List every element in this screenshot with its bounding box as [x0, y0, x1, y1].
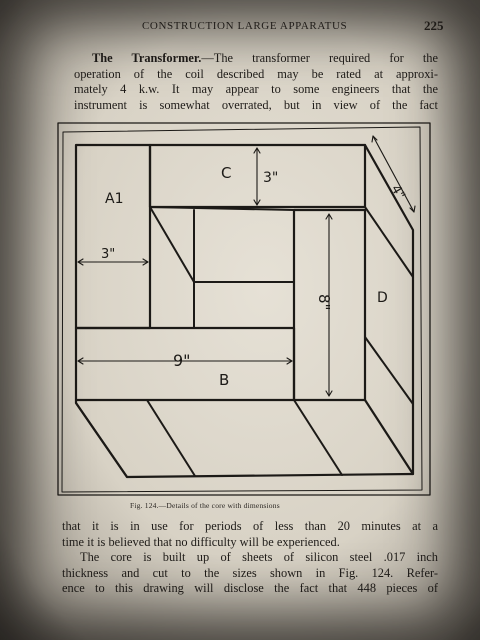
window-diagonal	[150, 207, 194, 282]
text-line: that it is in use for periods of less than 20 minutes at a	[62, 519, 438, 533]
label-a1: A1	[105, 191, 124, 207]
text-line: ence to this drawing will disclose the fact that 448 pieces of	[62, 581, 438, 595]
top-paragraph	[74, 51, 438, 113]
label-d: D	[377, 290, 388, 306]
bottom-paragraphs	[62, 519, 438, 597]
label-dim-8: 8"	[315, 294, 333, 311]
label-c: C	[221, 164, 232, 182]
dim-arrow-depth	[373, 136, 414, 212]
text-line: thickness and cut to the sizes shown in Fig. 124. Refer-	[62, 565, 438, 580]
depth-bottom-b	[294, 400, 342, 475]
figure-caption: Fig. 124.—Details of the core with dimensions	[130, 501, 280, 510]
page-number: 225	[424, 18, 444, 33]
inner-frame	[62, 127, 422, 492]
text-fragment: —The transformer required for the	[201, 51, 438, 65]
text-line: The core is built up of sheets of silicon steel .017 inch	[80, 550, 438, 564]
figure-frame	[58, 123, 430, 495]
running-head: CONSTRUCTION LARGE APPARATUS	[142, 20, 348, 32]
text-line: time it is believed that no difficulty will be experienced.	[62, 534, 340, 549]
depth-bottom-left	[76, 403, 127, 477]
text-line	[74, 51, 438, 67]
depth-bottom	[76, 400, 413, 477]
section-heading: The Transformer.	[92, 51, 202, 65]
depth-bottom-a	[147, 400, 195, 476]
text-line: instrument is somewhat overrated, but in view of the fact	[74, 97, 438, 112]
label-dim-9: 9"	[173, 351, 191, 370]
block-a1	[76, 145, 150, 328]
label-dim-4: 4"	[387, 182, 408, 203]
page-header	[0, 18, 480, 38]
label-b: B	[219, 371, 230, 389]
label-dim-3-top: 3"	[263, 170, 279, 186]
depth-right-mid	[365, 337, 413, 404]
text-line: operation of the coil described may be rated at approxi-	[74, 66, 438, 81]
text-line: mately 4 k.w. It may appear to some engineers that the	[74, 82, 438, 96]
core-diagram	[57, 122, 433, 498]
label-dim-3-left: 3"	[101, 247, 116, 262]
